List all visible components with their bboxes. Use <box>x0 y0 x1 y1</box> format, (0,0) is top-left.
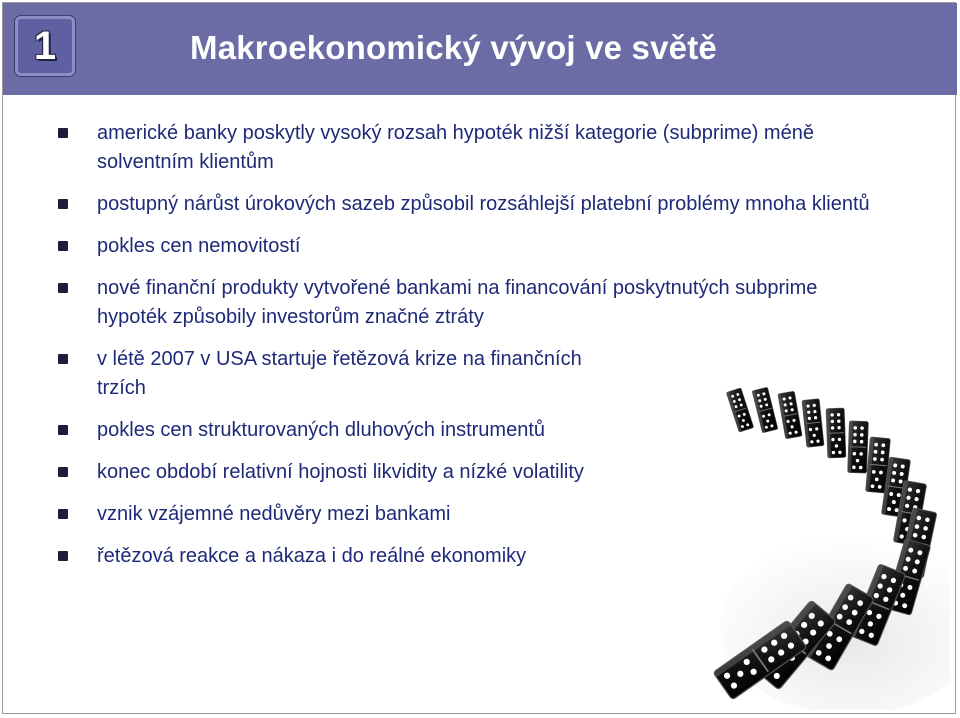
square-bullet-icon <box>58 467 68 477</box>
slide-number: 1 <box>33 23 57 68</box>
slide-number-badge <box>15 16 75 76</box>
bullet-item: postupný nárůst úrokových sazeb způsobil rozsáhlejší platební problémy mnoha klientů <box>58 190 897 219</box>
square-bullet-icon <box>58 551 68 561</box>
square-bullet-icon <box>58 354 68 364</box>
bullet-item: konec období relativní hojnosti likvidity a nízké volatility <box>58 458 737 487</box>
square-bullet-icon <box>58 425 68 435</box>
slide-title: Makroekonomický vývoj ve světě <box>190 29 717 66</box>
bullet-item: v létě 2007 v USA startuje řetězová krize na finančních trzích <box>58 345 617 403</box>
bullet-item: řetězová reakce a nákaza i do reálné ekonomiky <box>58 542 717 571</box>
square-bullet-icon <box>58 199 68 209</box>
dominoes-image <box>700 365 950 710</box>
bullet-item: vznik vzájemné nedůvěry mezi bankami <box>58 500 717 529</box>
square-bullet-icon <box>58 241 68 251</box>
bullet-item: pokles cen nemovitostí <box>58 232 897 261</box>
square-bullet-icon <box>58 509 68 519</box>
bullet-item: pokles cen strukturovaných dluhových instrumentů <box>58 416 717 445</box>
bullet-item: americké banky poskytly vysoký rozsah hypoték nižší kategorie (subprime) méně solventním klientům <box>58 119 897 177</box>
slide-header <box>3 3 957 95</box>
square-bullet-icon <box>58 128 68 138</box>
bullet-item: nové finanční produkty vytvořené bankami na financování poskytnutých subprime hypoték způsobily investorům značné ztráty <box>58 274 877 332</box>
square-bullet-icon <box>58 283 68 293</box>
